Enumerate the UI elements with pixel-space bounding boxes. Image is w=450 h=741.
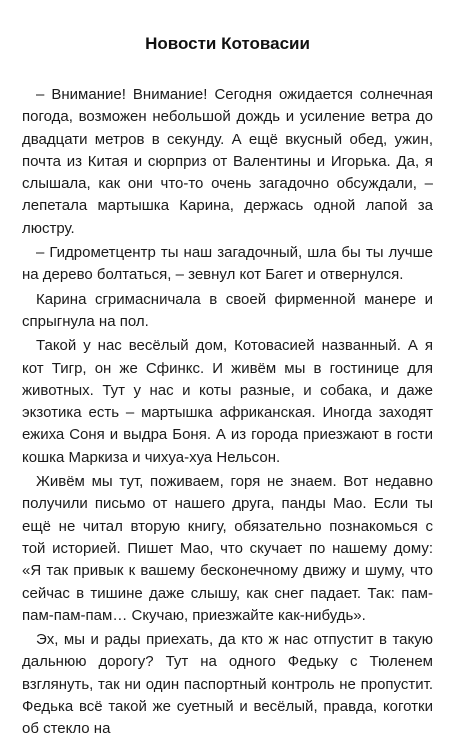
chapter-body: [22, 84, 433, 741]
paragraph: Карина сгримасничала в своей фирменной манере и спрыгнула на пол.: [22, 290, 433, 330]
paragraph: Такой у нас весёлый дом, Котовасией названный. А я кот Тигр, он же Сфинкс. И живём мы в гостинице для животных. Тут у нас и коты разные, и собака, и даже экзотика есть – мартышка африканская. Иногда заходят ежиха Соня и выдра Боня. А из города приезжают в гости кошка Маркиза и чихуа-хуа Нельсон.: [22, 337, 433, 466]
paragraph: Живём мы тут, поживаем, горя не знаем. Вот недавно получили письмо от нашего друга, панды Мао. Если ты ещё не читал вторую книгу, обязательно познакомься с той историей. Пишет Мао, что скучает по нашему дому: «Я так привык к вашему бесконечному движу и шуму, что сейчас в тишине даже слышу, как снег падает. Так: пам-пам-пам-пам… Скучаю, приезжайте как-нибудь».: [22, 473, 433, 624]
paragraph: – Гидрометцентр ты наш загадочный, шла бы ты лучше на дерево болтаться, – зевнул кот Багет и отвернулся.: [22, 244, 433, 284]
paragraph: – Внимание! Внимание! Сегодня ожидается солнечная погода, возможен небольшой дождь и усиление ветра до двадцати метров в секунду. А ещё вкусный обед, ужин, почта из Китая и сюрприз от Валентины и Игорька. Да, я слышала, как они что-то очень загадочно обсуждали, – лепетала мартышка Карина, держась одной лапой за люстру.: [22, 86, 433, 237]
paragraph: Эх, мы и рады приехать, да кто ж нас отпустит в такую дальнюю дорогу? Тут на одного Федьку с Тюленем взглянуть, так ни один паспортный контроль не пропустит. Федька всё такой же суетный и весёлый, правда, коготки об стекло на: [22, 631, 433, 738]
chapter-title: Новости Котовасии: [145, 34, 310, 53]
